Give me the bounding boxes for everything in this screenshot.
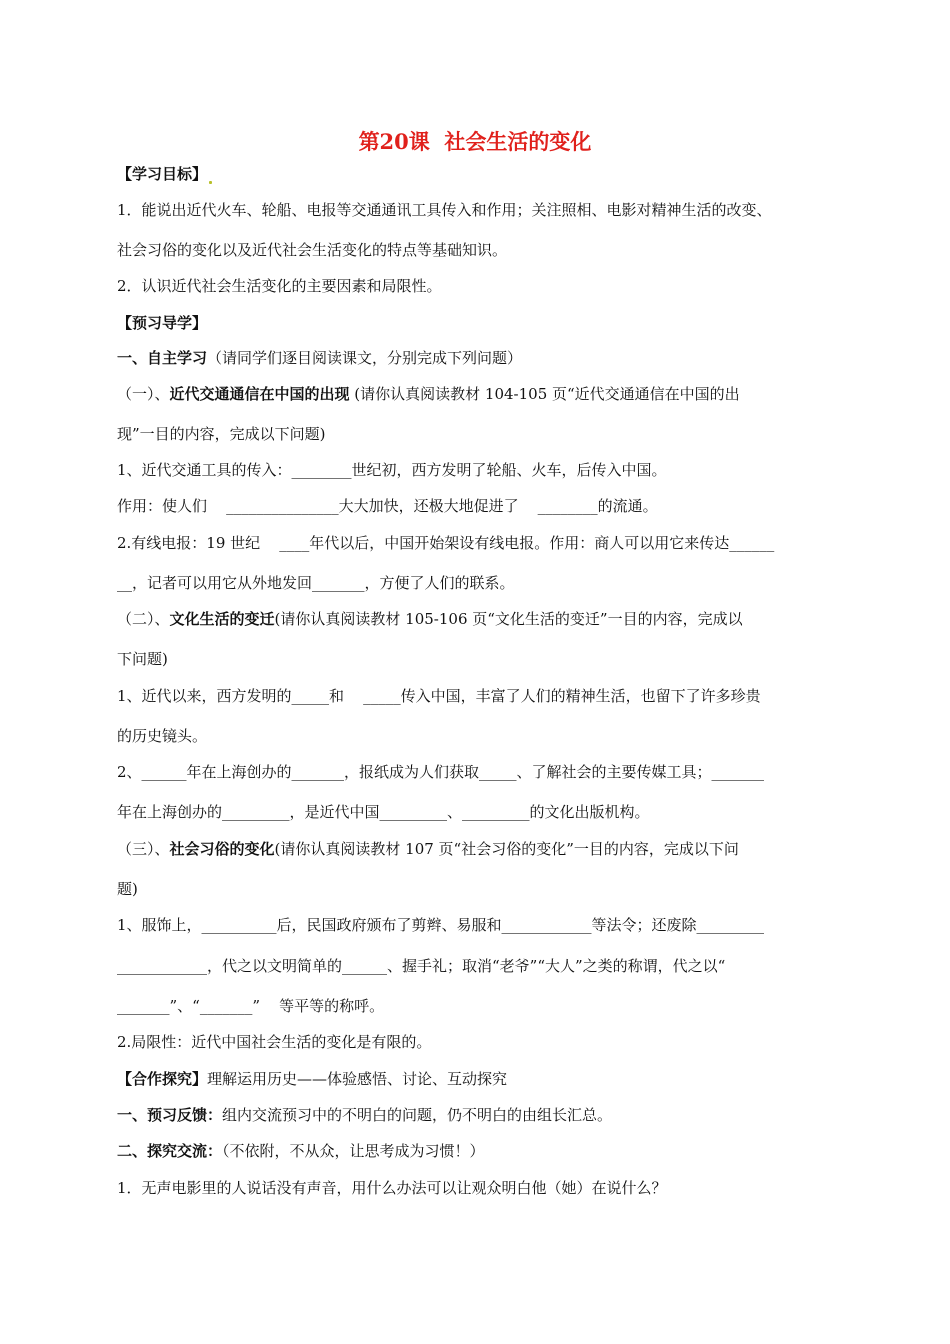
cooperate-heading: 【合作探究】理解运用历史——体验感悟、讨论、互动探究	[117, 1070, 508, 1088]
objective-2: 2．认识近代社会生活变化的主要因素和局限性。	[117, 277, 442, 295]
mark-dot-icon	[209, 181, 212, 184]
section-3-heading: （三）、社会习俗的变化(请你认真阅读教材 107 页“社会习俗的变化”一目的内容，完成以下问	[117, 840, 739, 858]
section-3-q1: 1、服饰上，__________后，民国政府颁布了剪辫、易服和____________等法令；还废除_________	[117, 916, 765, 934]
section-2-q1: 1、近代以来，西方发明的_____和 _____传入中国，丰富了人们的精神生活，也留下了许多珍贵	[117, 687, 761, 705]
objective-1-cont: 社会习俗的变化以及近代社会生活变化的特点等基础知识。	[117, 241, 508, 259]
section-2-heading: （二）、文化生活的变迁(请你认真阅读教材 105-106 页“文化生活的变迁”一目的内容，完成以	[117, 610, 743, 628]
preview-heading: 【预习导学】	[117, 314, 208, 332]
section-1-heading-cont: 现”一目的内容，完成以下问题)	[117, 425, 326, 443]
section-1-q2-cont: __，记者可以用它从外地发回_______，方便了人们的联系。	[117, 574, 515, 592]
explore-q1: 1．无声电影里的人说话没有声音，用什么办法可以让观众明白他（她）在说什么？	[117, 1179, 667, 1197]
section-3-heading-cont: 题)	[117, 880, 138, 898]
section-2-q1-cont: 的历史镜头。	[117, 727, 208, 745]
section-3-q1-cont: ____________，代之以文明简单的______、握手礼；取消“老爷”“大人”之类的称谓，代之以“	[117, 957, 726, 975]
section-1-q1-effect: 作用：使人们 _______________大大加快，还极大地促进了 ________的流通。	[117, 497, 658, 515]
section-2-q2: 2、______年在上海创办的_______，报纸成为人们获取_____、了解社会的主要传媒工具；_______	[117, 763, 765, 781]
section-2-q2-cont: 年在上海创办的_________，是近代中国_________、_________的文化出版机构。	[117, 803, 650, 821]
page-title: 第20课 社会生活的变化	[358, 129, 592, 154]
section-3-q2: 2.局限性：近代中国社会生活的变化是有限的。	[117, 1033, 432, 1051]
section-1-heading: （一）、近代交通通信在中国的出现 (请你认真阅读教材 104-105 页“近代交通通信在中国的出	[117, 385, 740, 403]
section-3-q1-cont2: _______”、“_______” 等平等的称呼。	[117, 997, 385, 1015]
objective-1: 1．能说出近代火车、轮船、电报等交通通讯工具传入和作用；关注照相、电影对精神生活的改变、	[117, 201, 772, 219]
explore-line: 二、探究交流：（不依附，不从众，让思考成为习惯！）	[117, 1142, 485, 1160]
self-study-line: 一、自主学习（请同学们逐目阅读课文，分别完成下列问题）	[117, 349, 523, 367]
section-1-q1: 1、近代交通工具的传入：________世纪初，西方发明了轮船、火车，后传入中国。	[117, 461, 667, 479]
section-1-q2: 2.有线电报：19 世纪 ____年代以后，中国开始架设有线电报。作用：商人可以用它来传达______	[117, 534, 775, 552]
feedback-line: 一、预习反馈：组内交流预习中的不明白的问题，仍不明白的由组长汇总。	[117, 1106, 613, 1124]
section-2-heading-cont: 下问题)	[117, 650, 168, 668]
objectives-heading: 【学习目标】	[117, 164, 212, 184]
